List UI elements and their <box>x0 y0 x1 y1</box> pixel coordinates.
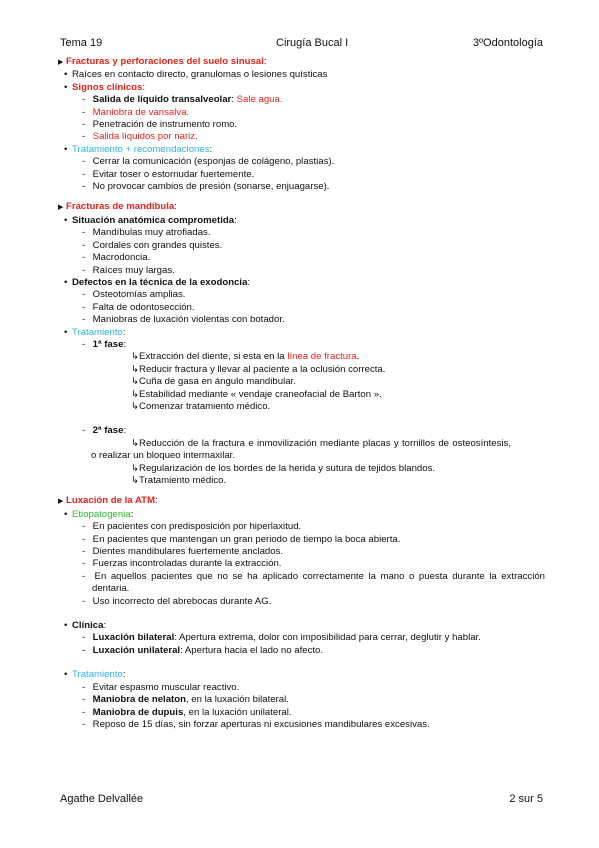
list-item: - Luxación bilateral: Apertura extrema, dolor con imposibilidad para cerrar, deglutir y hablar. <box>82 632 481 644</box>
list-item: ↳Estabilidad mediante « vendaje craneofacial de Barton ». <box>131 388 382 400</box>
list-item: ↳Tratamiento médico. <box>131 475 227 486</box>
list-item: - Uso incorrecto del abrebocas durante AG. <box>82 595 272 607</box>
subsection-title: • Defectos en la técnica de la exodoncia: <box>64 276 251 288</box>
list-item: - Macrodoncia. <box>82 252 151 264</box>
phase-title: - 2ª fase: <box>82 425 127 437</box>
list-item: - Maniobra de vansalva. <box>82 106 190 118</box>
list-item: - No provocar cambios de presión (sonarse, enjuagarse). <box>82 181 330 193</box>
section-title: ▶ Fracturas y perforaciones del suelo sinusal: <box>58 56 545 69</box>
list-item: - Falta de odontosección. <box>82 301 195 313</box>
list-item: ↳Extracción del diente, si esta en la línea de fractura. <box>131 351 360 363</box>
arrow-return-icon: ↳ <box>131 475 140 486</box>
page-number: 2 sur 5 <box>509 793 543 805</box>
list-item: - En aquellos pacientes que no se ha aplicado correctamente la mano o puesta durante la extracción dentaria. <box>82 570 545 595</box>
subsection-title: • Tratamiento + recomendaciones: <box>64 143 213 155</box>
arrow-return-icon: ↳ <box>131 462 140 474</box>
triangle-bullet-icon: ▶ <box>58 498 64 506</box>
document-body <box>58 56 545 731</box>
arrow-return-icon: ↳ <box>131 388 140 400</box>
list-item: ↳Reducir fractura y llevar al paciente a la oclusión correcta. <box>131 363 386 375</box>
arrow-return-icon: ↳ <box>131 400 140 412</box>
section-title: ▶ Fracturas de mandíbula: <box>58 201 545 214</box>
arrow-return-icon: ↳ <box>131 437 140 449</box>
list-item: - Dientes mandibulares fuertemente anclados. <box>82 546 284 558</box>
list-item: ↳Reducción de la fractura e inmovilización mediante placas y tornillos de osteosíntesis, o realizar un bloqueo intermaxilar. <box>91 437 511 462</box>
subsection-title: • Signos clínicos: <box>64 81 146 93</box>
subsection-title: • Tratamiento: <box>64 669 126 681</box>
footer-author: Agathe Delvallée <box>60 793 144 805</box>
section-title: ▶ Luxación de la ATM: <box>58 495 545 508</box>
list-item: - Osteotomías amplias. <box>82 289 186 301</box>
triangle-bullet-icon: ▶ <box>58 204 64 212</box>
list-item: - Penetración de instrumento romo. <box>82 119 238 131</box>
subsection-title: • Clínica: <box>64 620 107 632</box>
arrow-return-icon: ↳ <box>131 351 140 363</box>
list-item: ↳Regularización de los bordes de la herida y sutura de tejidos blandos. <box>131 462 436 474</box>
triangle-bullet-icon: ▶ <box>58 59 64 66</box>
subsection-title: • Situación anatómica comprometida: <box>64 214 237 226</box>
header-course: Cirugía Bucal I <box>276 37 349 49</box>
list-item: - Fuerzas incontroladas durante la extracción. <box>82 558 282 570</box>
list-item: - Mandíbulas muy atrofiadas. <box>82 227 211 239</box>
list-item: - Cordales con grandes quistes. <box>82 239 223 251</box>
header-year: 3ºOdontología <box>472 37 543 49</box>
list-item: - Reposo de 15 días, sin forzar aperturas ni excusiones mandibulares excesivas. <box>82 718 430 730</box>
list-item: ↳Comenzar tratamiento médico. <box>131 400 271 412</box>
list-item: - Evitar espasmo muscular reactivo. <box>82 681 240 693</box>
list-item: - Salida de líquido transalveolar: Sale agua. <box>82 94 283 106</box>
list-item: - Luxación unilateral: Apertura hacia el lado no afecto. <box>82 644 324 656</box>
list-item: - Salida líquidos por nariz. <box>82 131 198 143</box>
list-item: • Raíces en contacto directo, granulomas o lesiones quísticas <box>64 69 328 81</box>
list-item: - Maniobra de nelaton, en la luxación bilateral. <box>82 694 289 706</box>
list-item: - En pacientes con predisposición por hiperlaxitud. <box>82 521 302 533</box>
list-item: - Maniobra de dupuis, en la luxación unilateral. <box>82 706 292 718</box>
subsection-title: • Etiopatogenia: <box>64 508 134 520</box>
page-header <box>60 37 543 51</box>
phase-title: - 1ª fase: <box>82 338 127 350</box>
list-item: - Maniobras de luxación violentas con botador. <box>82 314 285 326</box>
arrow-return-icon: ↳ <box>131 376 140 388</box>
list-item: ↳Cuña de gasa en ángulo mandibular. <box>131 376 296 388</box>
list-item: - Evitar toser o estornudar fuertemente. <box>82 168 255 180</box>
list-item: - En pacientes que mantengan un gran periodo de tiempo la boca abierta. <box>82 533 401 545</box>
list-item: - Cerrar la comunicación (esponjas de colágeno, plastias). <box>82 156 335 168</box>
list-item: - Raíces muy largas. <box>82 264 175 276</box>
arrow-return-icon: ↳ <box>131 363 140 375</box>
header-topic: Tema 19 <box>60 37 103 49</box>
subsection-title: • Tratamiento: <box>64 326 126 338</box>
page-footer <box>60 793 543 807</box>
